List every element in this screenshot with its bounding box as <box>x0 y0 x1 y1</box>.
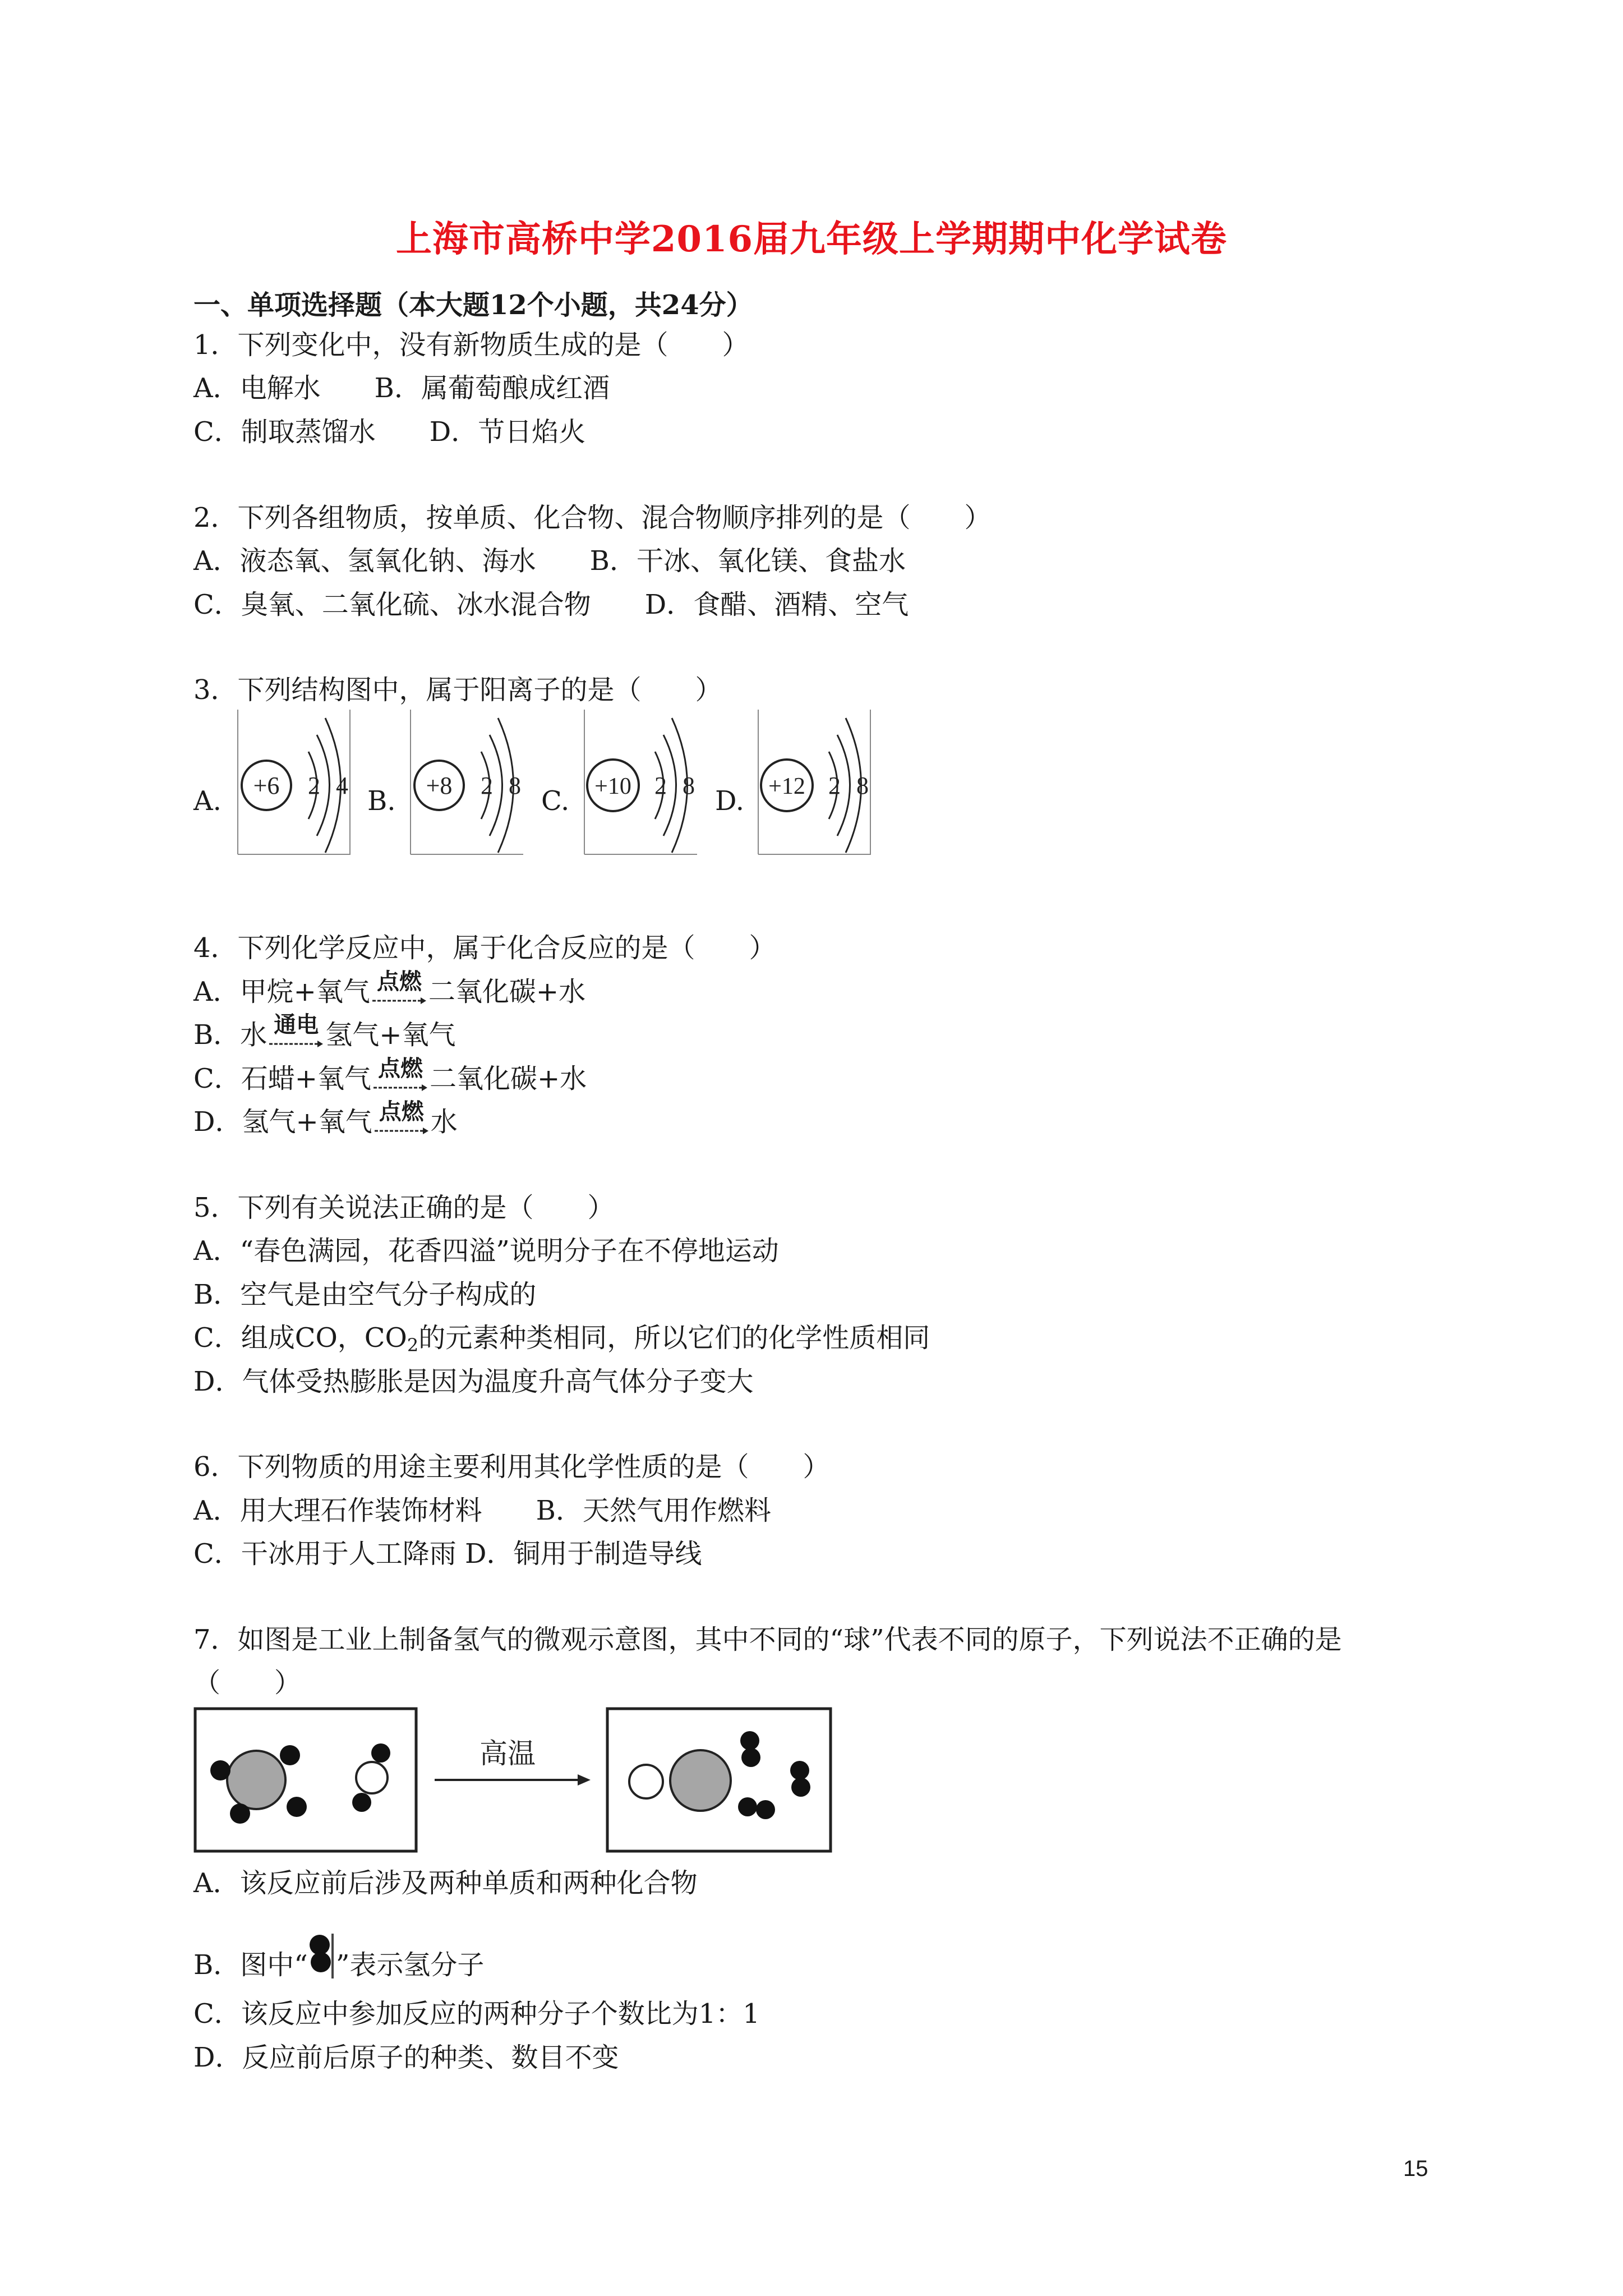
page-title: 上海市高桥中学2016届九年级上学期期中化学试卷 <box>395 218 1228 260</box>
q7-option-c: C．该反应中参加反应的两种分子个数比为1：1 <box>193 1998 760 2030</box>
q4-option-c-suffix: 二氧化碳+水 <box>429 1063 587 1094</box>
q4-option-a-suffix: 二氧化碳+水 <box>428 976 586 1007</box>
q4-option-b-prefix: B．水 <box>193 1019 268 1051</box>
q4-option-a-prefix: A．甲烷+氧气 <box>193 976 370 1007</box>
q4-option-d-suffix: 水 <box>430 1106 458 1138</box>
water-molecule <box>352 1743 390 1812</box>
q5-option-c-subscript: 2 <box>407 1335 419 1356</box>
q5-option-c <box>193 1321 930 1362</box>
hydrogen-molecule-1 <box>740 1731 760 1767</box>
q2-options-cd: C．臭氧、二氧化硫、冰水混合物 D．食醋、酒精、空气 <box>193 589 909 620</box>
q7-reaction-diagram <box>193 1707 833 1853</box>
q3-option-d-shell-1: 2 <box>828 772 841 799</box>
hydrogen-molecule-3 <box>738 1797 775 1819</box>
q3-option-a-diagram <box>236 710 351 855</box>
q3-option-d-label: D. <box>715 785 745 817</box>
page-number: 15 <box>1403 2156 1428 2181</box>
q5-option-b: B．空气是由空气分子构成的 <box>193 1279 537 1310</box>
q4-option-b <box>193 1012 456 1052</box>
q4-stem: 4．下列化学反应中，属于化合反应的是（ ） <box>193 932 776 964</box>
q4-option-d-prefix: D．氢气+氧气 <box>193 1106 372 1138</box>
q3-option-d-shell-2: 8 <box>856 772 869 799</box>
q4-option-a <box>193 969 586 1009</box>
q3-stem: 3．下列结构图中，属于阳离子的是（ ） <box>193 674 722 706</box>
q5-stem: 5．下列有关说法正确的是（ ） <box>193 1192 615 1223</box>
q4-option-c-condition: 点燃 <box>377 1056 423 1082</box>
q4-option-b-condition: 通电 <box>274 1012 319 1038</box>
q3-option-a-shell-2: 4 <box>336 772 348 799</box>
q7-option-b <box>193 1931 484 1985</box>
q7-option-b-post: ”表示氢分子 <box>335 1949 485 1981</box>
q1-options-cd: C．制取蒸馏水 D．节日焰火 <box>193 416 586 448</box>
hydrogen-molecule-2 <box>790 1761 810 1797</box>
q5-option-c-pre: C．组成CO，CO <box>193 1322 407 1354</box>
q3-option-c-nucleus: +10 <box>594 774 631 799</box>
q3-option-c-shell-1: 2 <box>654 772 667 799</box>
q6-options-cd: C．干冰用于人工降雨 D．铜用于制造导线 <box>193 1538 702 1570</box>
q6-options-ab: A．用大理石作装饰材料 B．天然气用作燃料 <box>193 1495 771 1526</box>
q4-option-c-prefix: C．石蜡+氧气 <box>193 1063 371 1094</box>
q6-stem: 6．下列物质的用途主要利用其化学性质的是（ ） <box>193 1451 830 1483</box>
carbon-monoxide-molecule <box>629 1750 731 1811</box>
q4-option-d-condition: 点燃 <box>379 1099 424 1125</box>
q4-option-a-arrow <box>371 969 427 1009</box>
q3-option-b-shell-1: 2 <box>481 772 493 799</box>
q4-option-b-arrow <box>268 1012 324 1052</box>
q3-option-a-nucleus: +6 <box>253 772 280 799</box>
reaction-arrow <box>578 1774 591 1786</box>
q4-option-c <box>193 1056 587 1096</box>
q7-option-d: D．反应前后原子的种类、数目不变 <box>193 2042 619 2073</box>
q3-option-d-nucleus: +12 <box>768 774 805 799</box>
q4-option-b-suffix: 氢气+氧气 <box>325 1019 456 1051</box>
q3-option-a-shell-1: 2 <box>308 772 320 799</box>
hydrogen-molecule-icon <box>308 1931 336 1985</box>
q7-stem-continued: （ ） <box>193 1667 302 1699</box>
q3-option-b-label: B. <box>367 785 396 817</box>
methane-molecule <box>210 1745 307 1824</box>
q1-options-ab: A．电解水 B．属葡萄酿成红酒 <box>193 372 610 404</box>
q1-stem: 1．下列变化中，没有新物质生成的是（ ） <box>193 329 749 361</box>
q4-option-d <box>193 1099 458 1139</box>
q2-options-ab: A．液态氧、氢氧化钠、海水 B．干冰、氧化镁、食盐水 <box>193 545 906 577</box>
q3-option-c-label: C. <box>541 785 570 817</box>
q7-option-b-pre: B．图中“ <box>193 1949 308 1981</box>
section-heading: 一、单项选择题（本大题12个小题，共24分） <box>193 289 753 321</box>
q3-option-c-diagram <box>582 710 697 855</box>
q3-option-b-diagram <box>408 710 523 855</box>
q3-option-b-shell-2: 8 <box>509 772 521 799</box>
q7-stem: 7．如图是工业上制备氢气的微观示意图，其中不同的“球”代表不同的原子，下列说法不正确的是 <box>193 1624 1342 1655</box>
q4-option-a-condition: 点燃 <box>376 969 422 995</box>
q5-option-c-post: 的元素种类相同，所以它们的化学性质相同 <box>418 1322 930 1354</box>
q3-option-d-diagram <box>756 710 871 855</box>
q5-option-a: A．“春色满园，花香四溢”说明分子在不停地运动 <box>193 1235 779 1267</box>
q2-stem: 2．下列各组物质，按单质、化合物、混合物顺序排列的是（ ） <box>193 502 992 533</box>
q4-option-c-arrow <box>372 1056 428 1096</box>
q4-option-d-arrow <box>374 1099 430 1139</box>
q3-option-a-label: A. <box>193 785 222 817</box>
q3-option-c-shell-2: 8 <box>683 772 695 799</box>
q3-option-b-nucleus: +8 <box>426 772 453 799</box>
q7-option-a: A．该反应前后涉及两种单质和两种化合物 <box>193 1867 698 1899</box>
diagram-condition: 高温 <box>479 1737 536 1770</box>
q5-option-d: D．气体受热膨胀是因为温度升高气体分子变大 <box>193 1366 754 1397</box>
